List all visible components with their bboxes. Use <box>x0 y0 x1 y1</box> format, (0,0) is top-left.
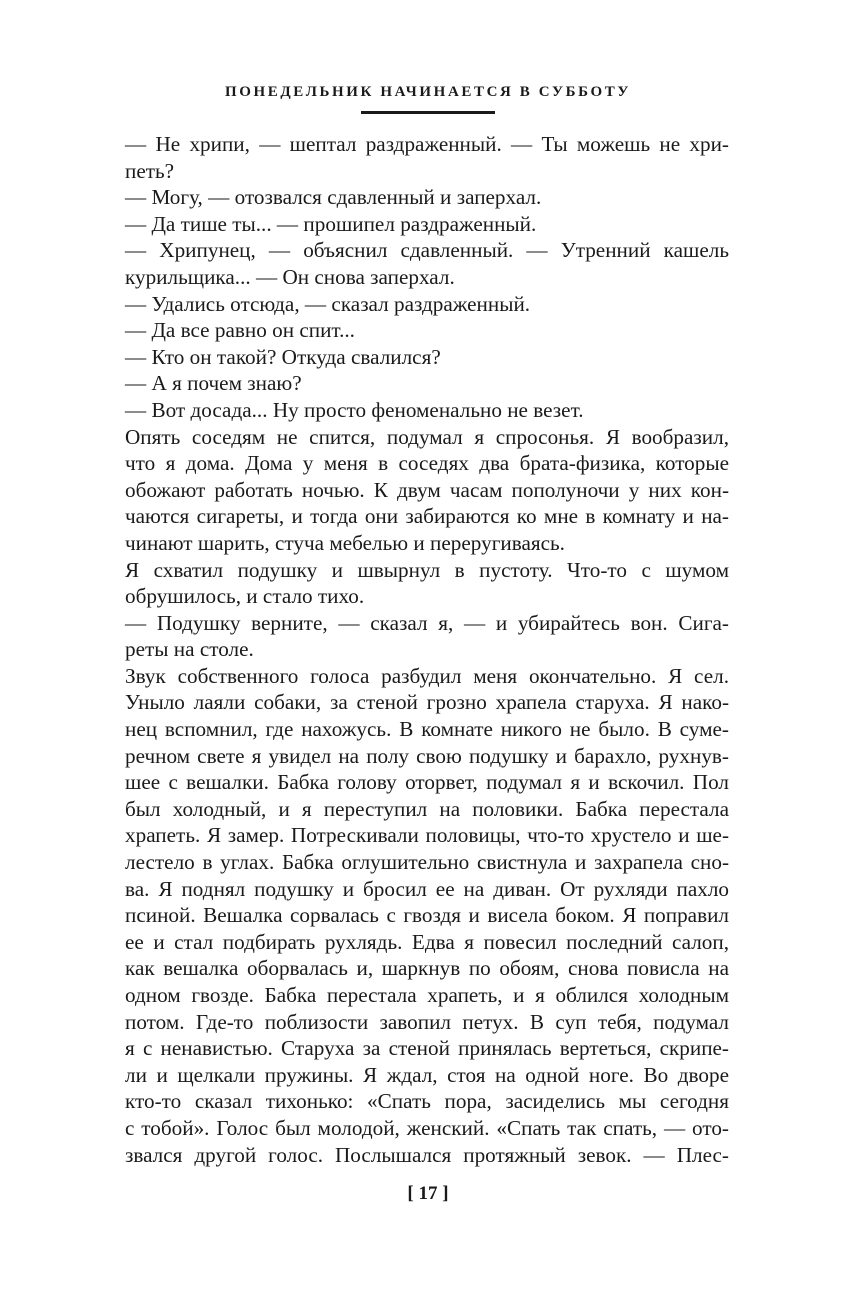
running-head: ПОНЕДЕЛЬНИК НАЧИНАЕТСЯ В СУББОТУ <box>224 84 632 100</box>
text-line: — Кто он такой? Откуда свалился? <box>125 344 441 369</box>
text-line: одном гвозде. Бабка перестала храпеть, и я облился холодным <box>125 983 729 1007</box>
text-line: что я дома. Дома у меня в соседях два брата-физика, которые <box>125 451 729 476</box>
text-line: Уныло лаяли собаки, за стеной грозно храпела старуха. Я нако- <box>125 690 729 715</box>
text-line: Звук собственного голоса разбудил меня окончательно. Я сел. <box>125 663 729 688</box>
text-line: петь? <box>125 158 175 183</box>
text-line: Я схватил подушку и швырнул в пустоту. Что-то с шумом <box>125 557 729 582</box>
text-line: — А я почем знаю? <box>125 371 302 396</box>
text-line: ее и стал подбирать рухлядь. Едва я повесил последний салоп, <box>125 929 729 954</box>
text-line: чаются сигареты, и тогда они забираются ко мне в комнату и на- <box>125 504 729 529</box>
text-line: обожают работать ночью. К двум часам пополуночи у них кон- <box>125 477 729 502</box>
text-line: ва. Я поднял подушку и бросил ее на диван. От рухляди пахло <box>125 876 729 901</box>
text-line: нец вспомнил, где нахожусь. В комнате никого не было. В суме- <box>125 717 729 742</box>
text-line: — Подушку верните, — сказал я, — и убирайтесь вон. Сига- <box>125 610 729 635</box>
text-line: псиной. Вешалка сорвалась с гвоздя и висела боком. Я поправил <box>125 903 729 928</box>
text-line: потом. Где-то поблизости завопил петух. В суп тебя, подумал <box>125 1009 729 1034</box>
page-number: [ 17 ] <box>407 1183 449 1204</box>
text-line: — Не хрипи, — шептал раздраженный. — Ты можешь не хри- <box>125 132 729 156</box>
text-line: — Могу, — отозвался сдавленный и заперхал. <box>125 185 542 210</box>
text-line: — Да все равно он спит... <box>125 318 355 343</box>
running-head-rule <box>361 111 495 114</box>
text-line: я с ненавистью. Старуха за стеной принялась вертеться, скрипе- <box>125 1036 729 1061</box>
text-line: был холодный, и я переступил на половики. Бабка перестала <box>125 796 729 821</box>
text-line: шее с вешалки. Бабка голову оторвет, подумал я и вскочил. Пол <box>125 770 729 795</box>
text-line: — Вот досада... Ну просто феноменально не везет. <box>125 397 584 422</box>
text-line: обрушилось, и стало тихо. <box>125 584 365 609</box>
text-line: с тобой». Голос был молодой, женский. «Спать так спать, — ото- <box>125 1115 729 1140</box>
text-line: курильщика... — Он снова заперхал. <box>125 264 455 289</box>
text-line: реты на столе. <box>125 637 254 662</box>
text-line: — Хрипунец, — объяснил сдавленный. — Утренний кашель <box>125 238 729 263</box>
text-line: речном свете я увидел на полу свою подушку и барахло, рухнув- <box>125 743 729 768</box>
text-line: храпеть. Я замер. Потрескивали половицы, что-то хрустело и ше- <box>125 823 729 848</box>
text-line: чинают шарить, стуча мебелью и переругиваясь. <box>125 530 565 555</box>
text-line: — Да тише ты... — прошипел раздраженный. <box>125 211 537 236</box>
text-line: как вешалка оборвалась и, шаркнув по обоям, снова повисла на <box>125 956 729 981</box>
text-line: лестело в углах. Бабка оглушительно свистнула и захрапела сно- <box>125 850 729 875</box>
text-line: кто-то сказал тихонько: «Спать пора, засиделись мы сегодня <box>125 1089 729 1114</box>
text-line: Опять соседям не спится, подумал я спросонья. Я вообразил, <box>125 424 729 449</box>
text-line: ли и щелкали пружины. Я ждал, стоя на одной ноге. Во дворе <box>125 1062 729 1087</box>
body-text <box>125 131 729 1168</box>
text-line: звался другой голос. Послышался протяжный зевок. — Плес- <box>125 1142 729 1167</box>
text-line: — Удались отсюда, — сказал раздраженный. <box>125 291 531 316</box>
